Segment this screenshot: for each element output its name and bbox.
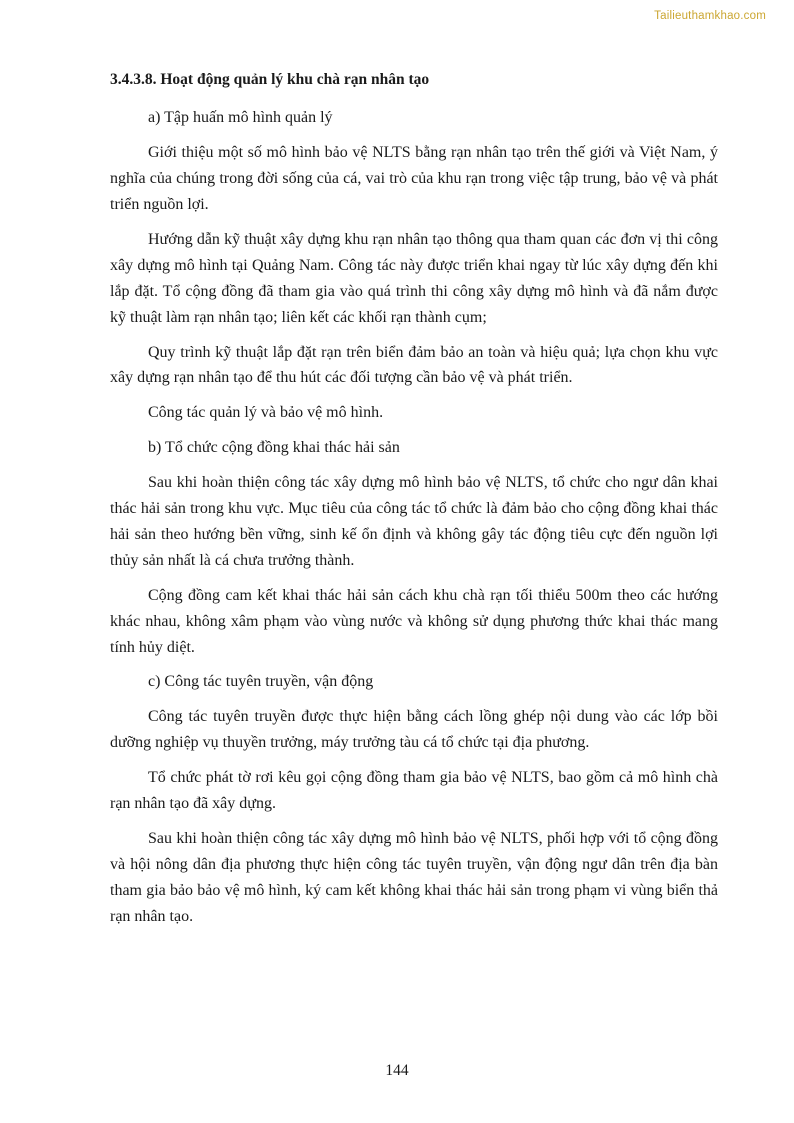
paragraph: Công tác tuyên truyền được thực hiện bằng cách lồng ghép nội dung vào các lớp bồi dưỡng nghiệp vụ thuyền trưởng, máy trưởng tàu cá tổ chức tại địa phương. [110, 708, 718, 752]
paragraph: Cộng đồng cam kết khai thác hải sản cách khu chà rạn tối thiểu 500m theo các hướng khác nhau, không xâm phạm vào vùng nước và không sử dụng phương thức khai thác mang tính hủy diệt. [110, 586, 718, 656]
section-heading: 3.4.3.8. Hoạt động quản lý khu chà rạn nhân tạo [110, 71, 430, 88]
paragraph: c) Công tác tuyên truyền, vận động [148, 673, 374, 691]
watermark-text: Tailieuthamkhao.com [654, 10, 766, 22]
paragraph: Quy trình kỹ thuật lắp đặt rạn trên biển đảm bảo an toàn và hiệu quả; lựa chọn khu vực xây dựng rạn nhân tạo để thu hút các đối tượng cần bảo vệ và phát triển. [110, 343, 718, 387]
document-body [110, 68, 718, 939]
paragraph: Công tác quản lý và bảo vệ mô hình. [148, 404, 384, 422]
paragraph: Sau khi hoàn thiện công tác xây dựng mô hình bảo vệ NLTS, tổ chức cho ngư dân khai thác hải sản trong khu vực. Mục tiêu của công tác tổ chức là đảm bảo cho cộng đồng khai thác hải sản theo hướng bền vững, sinh kế ổn định và không gây tác động tiêu cực đến nguồn lợi thủy sản nhất là cá chưa trưởng thành. [110, 474, 718, 569]
paragraph: Giới thiệu một số mô hình bảo vệ NLTS bằng rạn nhân tạo trên thế giới và Việt Nam, ý nghĩa của chúng trong đời sống của cá, vai trò của khu rạn trong việc tập trung, bảo vệ và phát triển nguồn lợi. [110, 144, 718, 213]
paragraph: Hướng dẫn kỹ thuật xây dựng khu rạn nhân tạo thông qua tham quan các đơn vị thi công xây dựng mô hình tại Quảng Nam. Công tác này được triển khai ngay từ lúc xây dựng đến khi lắp đặt. Tổ cộng đồng đã tham gia vào quá trình thi công xây dựng mô hình và đã nắm được kỹ thuật làm rạn nhân tạo; liên kết các khối rạn thành cụm; [110, 230, 718, 326]
paragraph: a) Tập huấn mô hình quản lý [148, 109, 333, 127]
paragraph: Tổ chức phát tờ rơi kêu gọi cộng đồng tham gia bảo vệ NLTS, bao gồm cả mô hình chà rạn nhân tạo đã xây dựng. [110, 769, 718, 813]
page-number: 144 [385, 1062, 409, 1079]
paragraph: Sau khi hoàn thiện công tác xây dựng mô hình bảo vệ NLTS, phối hợp với tổ cộng đồng và hội nông dân địa phương thực hiện công tác tuyên truyền, vận động ngư dân trên địa bàn tham gia bảo bảo vệ mô hình, ký cam kết không khai thác hải sản trong phạm vi vùng biển thả rạn nhân tạo. [110, 830, 718, 925]
paragraph: b) Tổ chức cộng đồng khai thác hải sản [148, 439, 400, 457]
